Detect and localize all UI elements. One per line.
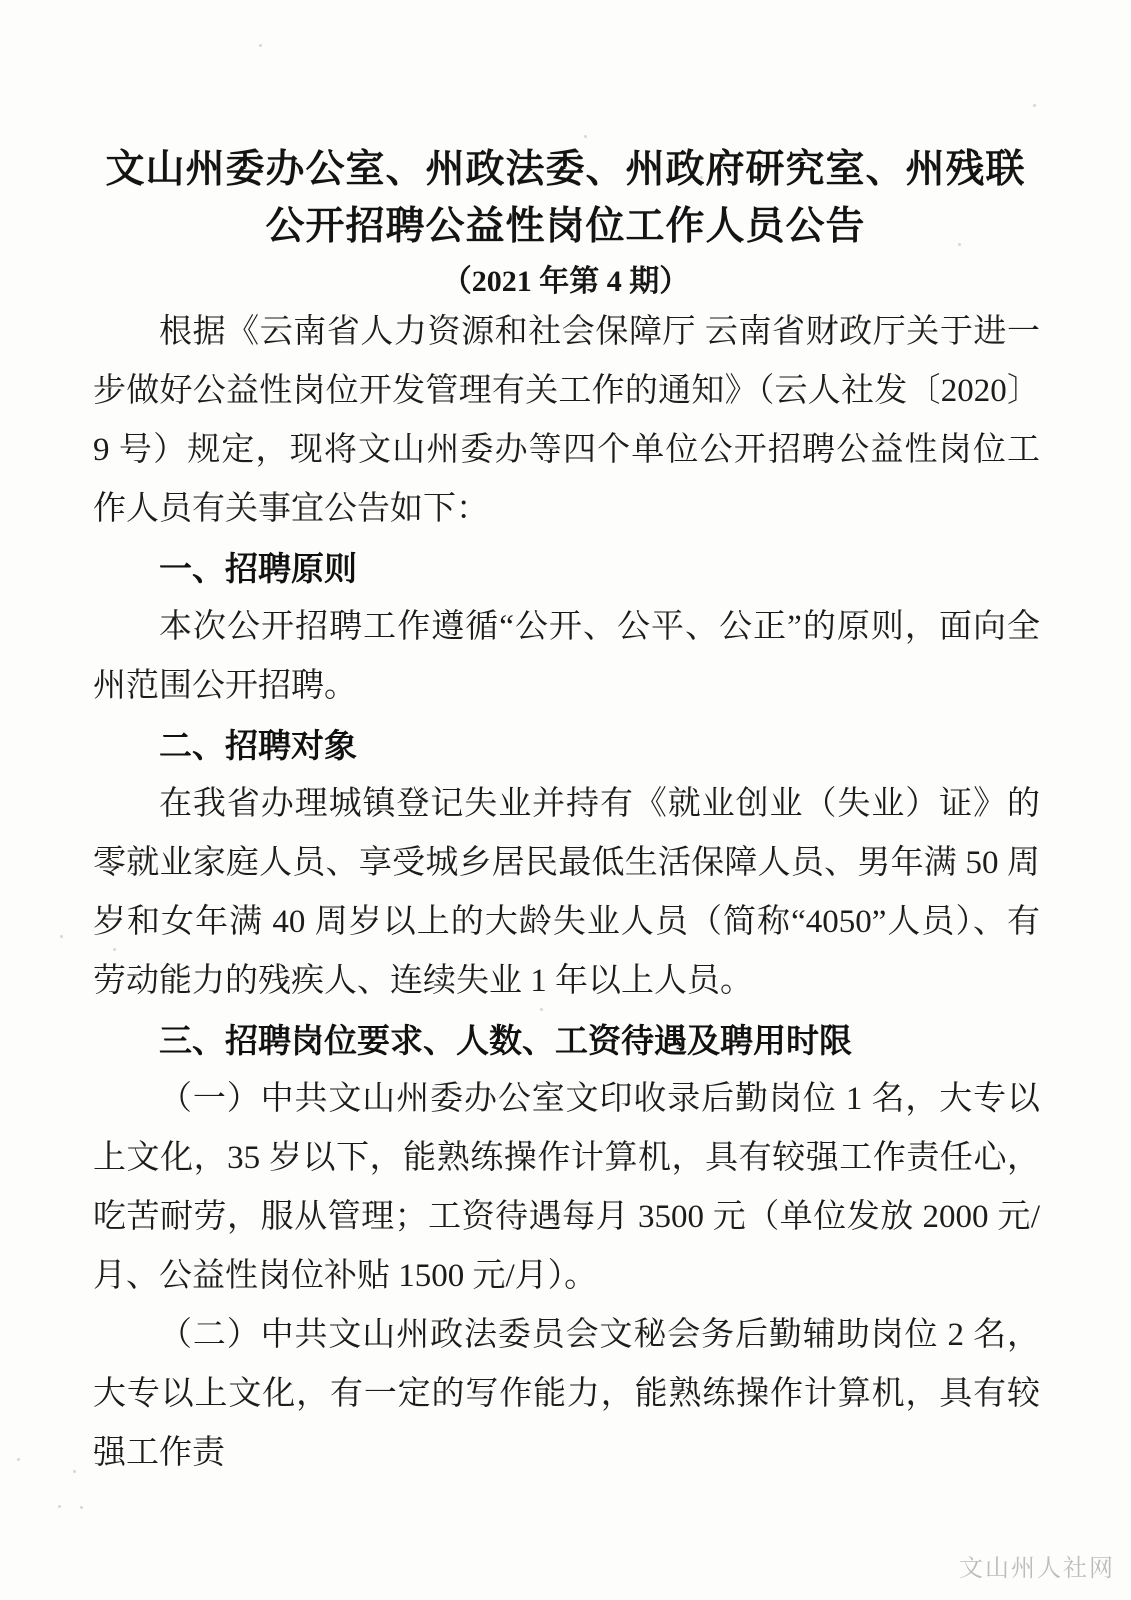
scan-noise-speck: [540, 1008, 543, 1011]
section-heading: 一、招聘原则: [159, 550, 357, 587]
scan-noise-speck: [958, 243, 961, 246]
document-paragraph: 在我省办理城镇登记失业并持有《就业创业（失业）证》的零就业家庭人员、享受城乡居民最低生活保障人员、男年满 50 周岁和女年满 40 周岁以上的大龄失业人员（简称“4050”人员）、有劳动能力的残疾人、连续失业 1 年以上人员。: [93, 786, 1040, 999]
scan-noise-speck: [584, 135, 587, 138]
document-title-line1: 文山州委办公室、州政法委、州政府研究室、州残联: [105, 148, 1026, 191]
scan-noise-speck: [259, 44, 262, 47]
document-issue-number: （2021 年第 4 期）: [441, 265, 690, 298]
scan-noise-speck: [80, 1506, 83, 1509]
document-body: [93, 303, 1040, 1483]
document-title-line2: 公开招聘公益性岗位工作人员公告: [265, 205, 866, 248]
document-paragraph: （一）中共文山州委办公室文印收录后勤岗位 1 名，大专以上文化，35 岁以下，能熟练操作计算机，具有较强工作责任心，吃苦耐劳，服从管理；工资待遇每月 3500 元（单位发放 2000 元/月、公益性岗位补贴 1500 元/月）。: [93, 1081, 1040, 1294]
scan-noise-speck: [58, 1505, 61, 1508]
scan-noise-speck: [17, 1458, 20, 1461]
scan-noise-speck: [1033, 104, 1036, 107]
document-paragraph: （二）中共文山州政法委员会文秘会务后勤辅助岗位 2 名，大专以上文化，有一定的写作能力，能熟练操作计算机，具有较强工作责: [93, 1317, 1040, 1471]
section-heading: 二、招聘对象: [159, 727, 357, 764]
site-watermark: 文山州人社网: [959, 1555, 1115, 1582]
document-paragraph: 根据《云南省人力资源和社会保障厅 云南省财政厅关于进一步做好公益性岗位开发管理有关工作的通知》（云人社发〔2020〕9 号）规定，现将文山州委办等四个单位公开招聘公益性岗位工作人员有关事宜公告如下：: [93, 314, 1040, 527]
document-header: [0, 141, 1131, 305]
scan-noise-speck: [60, 935, 63, 938]
scan-noise-speck: [700, 176, 703, 179]
document-paragraph: 本次公开招聘工作遵循“公开、公平、公正”的原则，面向全州范围公开招聘。: [93, 609, 1040, 704]
section-heading: 三、招聘岗位要求、人数、工资待遇及聘用时限: [159, 1022, 852, 1059]
scan-noise-speck: [73, 1470, 76, 1473]
scan-noise-speck: [113, 948, 116, 951]
